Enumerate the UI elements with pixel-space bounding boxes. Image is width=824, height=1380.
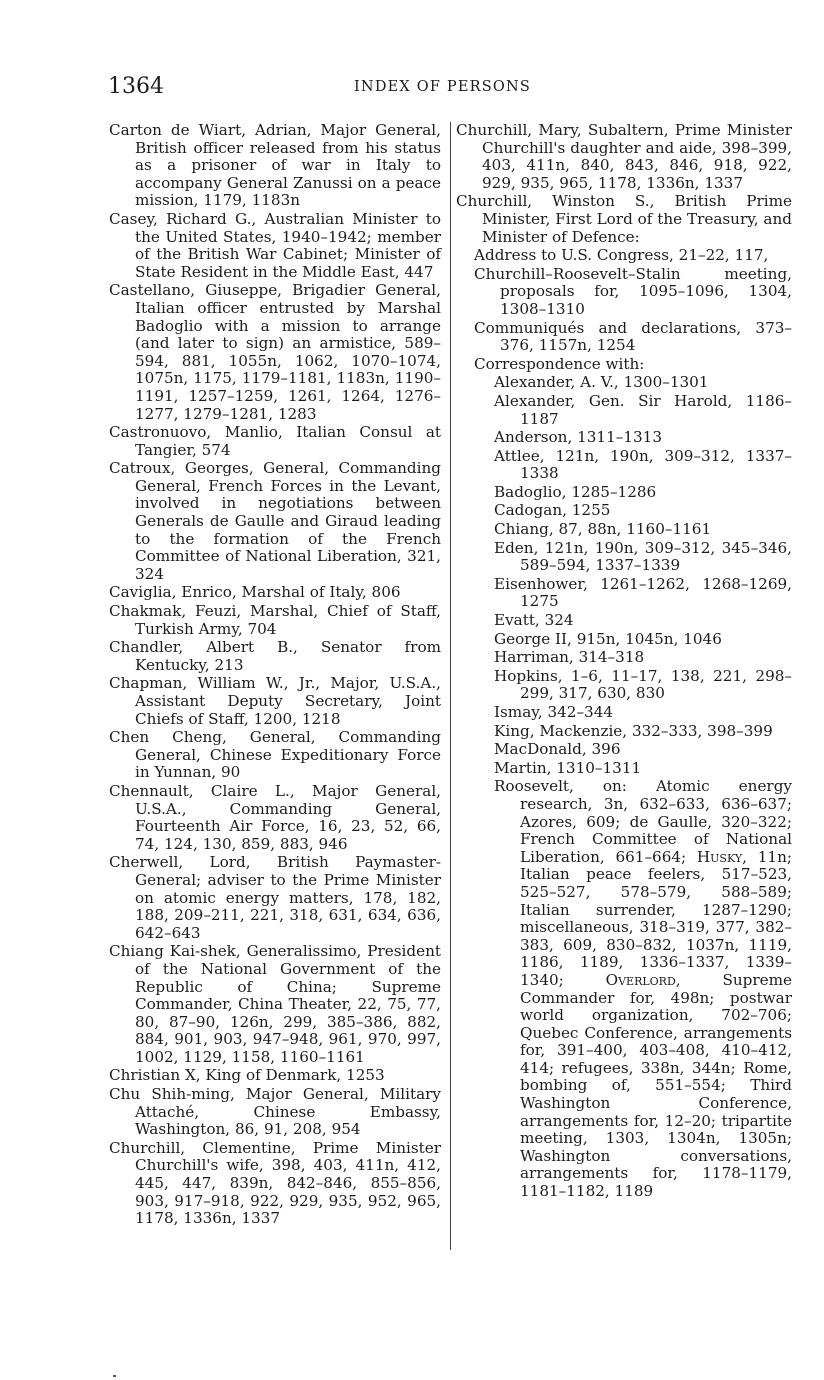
index-entry: Chandler, Albert B., Senator from Kentucky, 213 [109,638,441,674]
correspondence-entry: Eden, 121n, 190n, 309–312, 345–346, 589–594, 1337–1339 [494,538,792,575]
index-entry: Churchill, Clementine, Prime Minister Churchill's wife, 398, 403, 411n, 412, 445, 447, 839n, 842–846, 855–856, 903, 917–918, 922, 929, 935, 952, 965, 1178, 1336n, 1337 [109,1138,441,1228]
correspondence-entry: Anderson, 1311–1313 [494,428,662,447]
sub-entry: Address to U.S. Congress, 21–22, 117, [474,246,769,265]
correspondence-entry: Martin, 1310–1311 [494,758,642,777]
sub-entry: Communiqués and declarations, 373–376, 1157n, 1254 [474,318,792,355]
print-speck [113,1375,116,1377]
correspondence-entry: Alexander, Gen. Sir Harold, 1186–1187 [494,391,792,428]
operation-overlord: Overlord [605,970,676,989]
index-entry: Cherwell, Lord, British Paymaster-General; adviser to the Prime Minister on atomic energy matters, 178, 182, 188, 209–211, 221, 318, 631, 634, 636, 642–643 [109,853,441,942]
right-column [456,122,792,1202]
correspondence-entry: Chiang, 87, 88n, 1160–1161 [494,520,712,539]
index-entry-winston-churchill: Churchill, Winston S., British Prime Minister, First Lord of the Treasury, and Minister of Defence: [456,192,792,246]
correspondence-entry: Cadogan, 1255 [494,501,611,520]
correspondence-entry: MacDonald, 396 [494,740,621,759]
correspondence-entry: Badoglio, 1285–1286 [494,482,657,501]
correspondence-entry: Evatt, 324 [494,611,574,630]
column-divider [450,122,451,1250]
index-entry: Chu Shih-ming, Major General, Military Attaché, Chinese Embassy, Washington, 86, 91, 208, 954 [109,1085,441,1139]
index-entry: Catroux, Georges, General, Commanding General, French Forces in the Levant, involved in negotiations between Generals de Gaulle and Giraud leading to the formation of the French Committee of National Liberation, 321, 324 [109,459,441,583]
sub-entry: Churchill–Roosevelt–Stalin meeting, proposals for, 1095–1096, 1304, 1308–1310 [474,264,792,318]
index-entry: Christian X, King of Denmark, 1253 [109,1066,385,1085]
left-column [109,122,441,1229]
correspondence-entry: George II, 915n, 1045n, 1046 [494,629,722,648]
roosevelt-text-c: , Supreme Commander for, 498n; postwar world organization, 702–706; Quebec Conference, arrangements for, 391–400, 403–408, 410–412, 414; refugees, 338n, 344n; Rome, bombing of, 551–554; Third Washington Conference, arrangements for, 12–20; tripartite meeting, 1303, 1304n, 1305n; Washington conversations, arrangements for, 1178–1179, 1181–1182, 1189 [520,970,793,1201]
roosevelt-text-b: , 11n; Italian peace feelers, 517–523, 525–527, 578–579, 588–589; Italian surrender, 1287–1290; miscellaneous, 318–319, 377, 382–383, 609, 830–832, 1037n, 1119, 1186, 1189, 1336–1337, 1339–1340; [520,847,792,989]
correspondence-entry: Attlee, 121n, 190n, 309–312, 1337–1338 [494,446,792,483]
index-entry: Chen Cheng, General, Commanding General, Chinese Expeditionary Force in Yunnan, 90 [109,728,441,782]
index-entry: Castellano, Giuseppe, Brigadier General, Italian officer entrusted by Marshal Badoglio with a mission to arrange (and later to sign) an armistice, 589–594, 881, 1055n, 1062, 1070–1074, 1075n, 1175, 1179–1181, 1183n, 1190–1191, 1257–1259, 1261, 1264, 1276–1277, 1279–1281, 1283 [109,281,441,423]
operation-husky: Husky [696,847,743,866]
index-entry-mary-churchill: Churchill, Mary, Subaltern, Prime Minister Churchill's daughter and aide, 398–399, 403, 411n, 840, 843, 846, 918, 922, 929, 935, 965, 1178, 1336n, 1337 [456,121,792,192]
correspondence-entry-roosevelt [494,778,792,1200]
correspondence-entry: Hopkins, 1–6, 11–17, 138, 221, 298–299, 317, 630, 830 [494,666,792,703]
page-header [0,74,824,104]
index-entry: Chakmak, Feuzi, Marshal, Chief of Staff, Turkish Army, 704 [109,602,441,638]
index-entry: Castronuovo, Manlio, Italian Consul at Tangier, 574 [109,423,441,459]
correspondence-entry: Alexander, A. V., 1300–1301 [494,373,709,392]
page-number: 1364 [108,74,164,99]
correspondence-entry: King, Mackenzie, 332–333, 398–399 [494,721,773,740]
correspondence-entry: Harriman, 314–318 [494,648,645,667]
roosevelt-text-a: Roosevelt, on: Atomic energy research, 3n, 632–633, 636–637; Azores, 609; de Gaulle, 320–322; French Committee of National Liberation, 661–664; [494,777,792,866]
index-entry: Chapman, William W., Jr., Major, U.S.A., Assistant Deputy Secretary, Joint Chiefs of Staff, 1200, 1218 [109,674,441,728]
index-entry: Chennault, Claire L., Major General, U.S.A., Commanding General, Fourteenth Air Force, 16, 23, 52, 66, 74, 124, 130, 859, 883, 946 [109,781,441,853]
running-head: INDEX OF PERSONS [354,79,532,95]
correspondence-entry: Eisenhower, 1261–1262, 1268–1269, 1275 [494,574,792,611]
index-entry: Casey, Richard G., Australian Minister to the United States, 1940–1942; member of the British War Cabinet; Minister of State Resident in the Middle East, 447 [109,209,441,281]
index-entry: Carton de Wiart, Adrian, Major General, British officer released from his status as a prisoner of war in Italy to accompany General Zanussi on a peace mission, 1179, 1183n [109,121,441,210]
sub-entry: Correspondence with: [474,354,645,373]
index-entry: Chiang Kai-shek, Generalissimo, President of the National Government of the Republic of China; Supreme Commander, China Theater, 22, 75, 77, 80, 87–90, 126n, 299, 385–386, 882, 884, 901, 903, 947–948, 961, 970, 997, 1002, 1129, 1158, 1160–1161 [109,942,441,1066]
correspondence-entry: Ismay, 342–344 [494,703,614,721]
index-entry: Caviglia, Enrico, Marshal of Italy, 806 [109,583,401,602]
